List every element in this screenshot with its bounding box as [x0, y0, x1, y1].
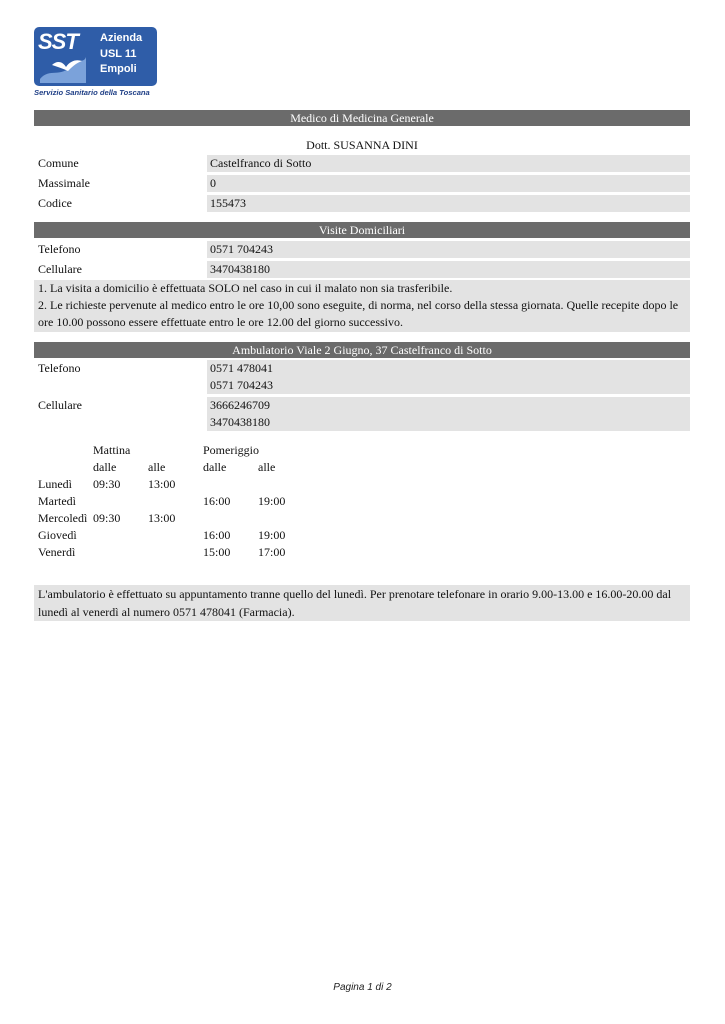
section-bar-visite: Visite Domiciliari: [34, 222, 690, 238]
schedule-cell: 09:30: [93, 477, 121, 491]
schedule-header-m-alle: alle: [148, 460, 166, 474]
logo-line-2: USL 11: [100, 48, 137, 60]
schedule-day: Mercoledì: [38, 511, 88, 525]
massimale-value: 0: [207, 175, 690, 192]
usl-logo: [34, 27, 158, 99]
schedule-header-p-dalle: dalle: [203, 460, 227, 474]
schedule-cell: 16:00: [203, 494, 231, 508]
seagull-icon: [38, 49, 88, 83]
logo-box: [34, 27, 157, 86]
comune-value: Castelfranco di Sotto: [207, 155, 690, 172]
schedule-cell: 09:30: [93, 511, 121, 525]
ambulatorio-note: L'ambulatorio è effettuato su appuntamento tranne quello del lunedì. Per prenotare telefonare in orario 9.00-13.00 e 16.00-20.00 dal lunedì al venerdì al numero 0571 478041 (Farmacia).: [34, 585, 690, 621]
schedule-cell: 16:00: [203, 528, 231, 542]
visite-telefono-label: Telefono: [38, 242, 81, 256]
schedule-cell: 17:00: [258, 545, 286, 559]
schedule-day: Venerdì: [38, 545, 76, 559]
amb-cellulare-values: [207, 397, 690, 431]
schedule-cell: 13:00: [148, 477, 176, 491]
massimale-label: Massimale: [38, 176, 90, 190]
schedule-day: Giovedì: [38, 528, 77, 542]
visite-cellulare-value: 3470438180: [207, 261, 690, 278]
schedule-header-m-dalle: dalle: [93, 460, 117, 474]
schedule-cell: 19:00: [258, 494, 286, 508]
schedule-cell: 19:00: [258, 528, 286, 542]
schedule-header-mattina: Mattina: [93, 443, 131, 457]
logo-line-1: Azienda: [100, 32, 143, 44]
schedule-header-pomeriggio: Pomeriggio: [203, 443, 259, 457]
codice-label: Codice: [38, 196, 72, 210]
schedule-day: Lunedì: [38, 477, 72, 491]
section-bar-medico: Medico di Medicina Generale: [34, 110, 690, 126]
amb-cellulare-2: 3470438180: [210, 415, 270, 429]
section-bar-ambulatorio: Ambulatorio Viale 2 Giugno, 37 Castelfranco di Sotto: [34, 342, 690, 358]
page-number: Pagina 1 di 2: [333, 982, 392, 993]
visite-notes: [34, 280, 690, 332]
logo-line-3: Empoli: [100, 63, 137, 75]
schedule-cell: 15:00: [203, 545, 231, 559]
amb-cellulare-label: Cellulare: [38, 398, 82, 412]
doctor-name: Dott. SUSANNA DINI: [306, 138, 418, 152]
schedule-cell: 13:00: [148, 511, 176, 525]
schedule-day: Martedì: [38, 494, 76, 508]
visite-telefono-value: 0571 704243: [207, 241, 690, 258]
logo-subtitle: Servizio Sanitario della Toscana: [34, 88, 150, 97]
amb-cellulare-1: 3666246709: [210, 398, 270, 412]
visite-note-2: 2. Le richieste pervenute al medico entro le ore 10,00 sono eseguite, di norma, nel corso della stessa giornata. Quelle recepite dopo le ore 10.00 possono essere effettuate entro le ore 12.00 del giorno successivo.: [38, 298, 679, 329]
amb-telefono-1: 0571 478041: [210, 361, 273, 375]
amb-telefono-2: 0571 704243: [210, 378, 273, 392]
comune-label: Comune: [38, 156, 79, 170]
visite-cellulare-label: Cellulare: [38, 262, 82, 276]
amb-telefono-label: Telefono: [38, 361, 81, 375]
visite-note-1: 1. La visita a domicilio è effettuata SOLO nel caso in cui il malato non sia trasferibile.: [38, 281, 453, 295]
logo-mark: SST: [38, 29, 78, 54]
schedule-header-p-alle: alle: [258, 460, 276, 474]
codice-value: 155473: [207, 195, 690, 212]
amb-telefono-values: [207, 360, 690, 394]
